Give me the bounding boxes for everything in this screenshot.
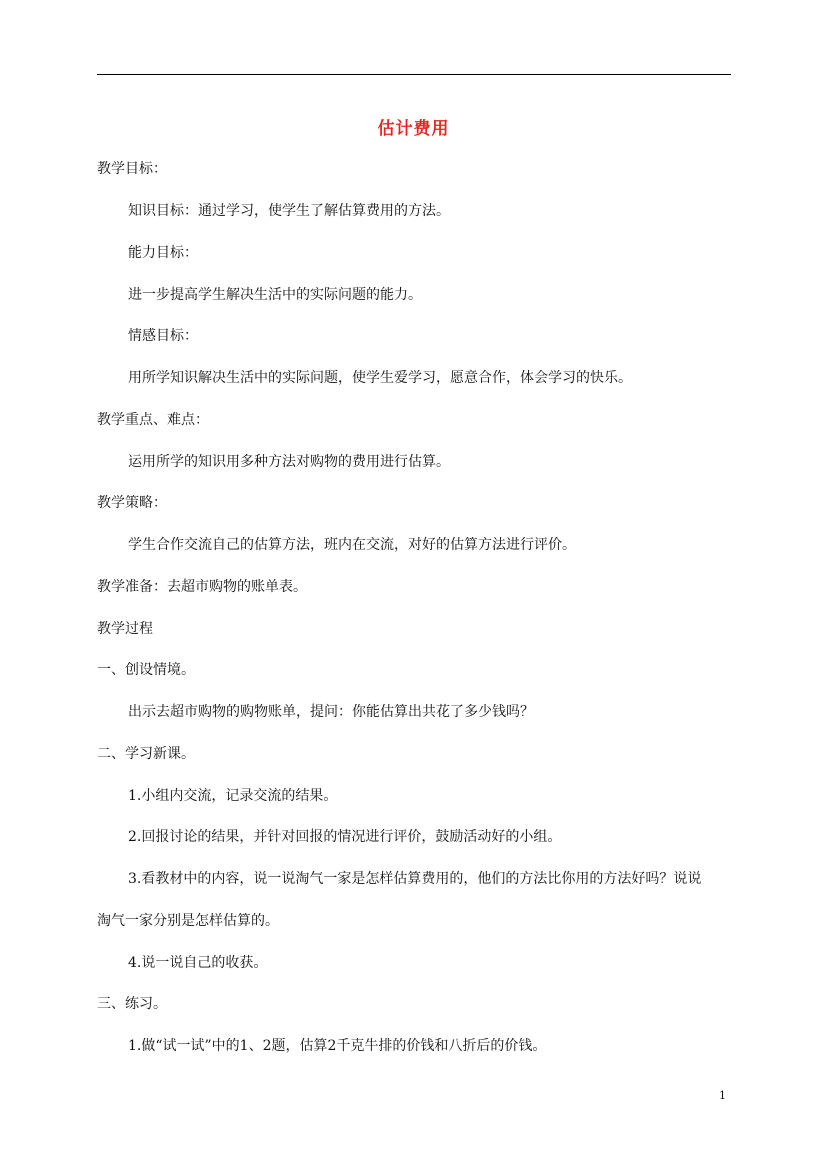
paragraph: 知识目标：通过学习，使学生了解估算费用的方法。: [128, 203, 450, 219]
paragraph: 出示去超市购物的购物账单，提问：你能估算出共花了多少钱吗？: [128, 704, 534, 720]
section-heading-objectives: 教学目标：: [97, 161, 167, 177]
paragraph: 进一步提高学生解决生活中的实际问题的能力。: [128, 287, 422, 303]
list-item-continuation: 淘气一家分别是怎样估算的。: [97, 913, 279, 929]
section-heading-2: 二、学习新课。: [97, 746, 195, 762]
list-item: 3.看教材中的内容，说一说淘气一家是怎样估算费用的，他们的方法比你用的方法好吗？说说: [128, 871, 702, 887]
paragraph: 用所学知识解决生活中的实际问题，使学生爱学习，愿意合作，体会学习的快乐。: [128, 370, 632, 386]
section-heading-preparation: 教学准备：去超市购物的账单表。: [97, 579, 307, 595]
section-heading-process: 教学过程: [97, 621, 153, 637]
list-item: 1.做“试一试”中的1、2题，估算2千克牛排的价钱和八折后的价钱。: [128, 1038, 547, 1054]
section-heading-1: 一、创设情境。: [97, 662, 195, 678]
paragraph: 运用所学的知识用多种方法对购物的费用进行估算。: [128, 454, 450, 470]
document-title: 估计费用: [377, 119, 450, 139]
list-item: 1.小组内交流，记录交流的结果。: [128, 788, 338, 804]
paragraph: 能力目标：: [128, 245, 198, 261]
paragraph: 情感目标：: [128, 328, 198, 344]
paragraph: 学生合作交流自己的估算方法，班内在交流，对好的估算方法进行评价。: [128, 537, 576, 553]
page-number: 1: [719, 1089, 726, 1102]
header-rule: [97, 74, 731, 75]
section-heading-key-points: 教学重点、难点：: [97, 412, 209, 428]
list-item: 2.回报讨论的结果，并针对回报的情况进行评价，鼓励活动好的小组。: [128, 829, 562, 845]
section-heading-3: 三、练习。: [97, 996, 167, 1012]
list-item: 4.说一说自己的收获。: [128, 955, 268, 971]
section-heading-strategy: 教学策略：: [97, 495, 167, 511]
